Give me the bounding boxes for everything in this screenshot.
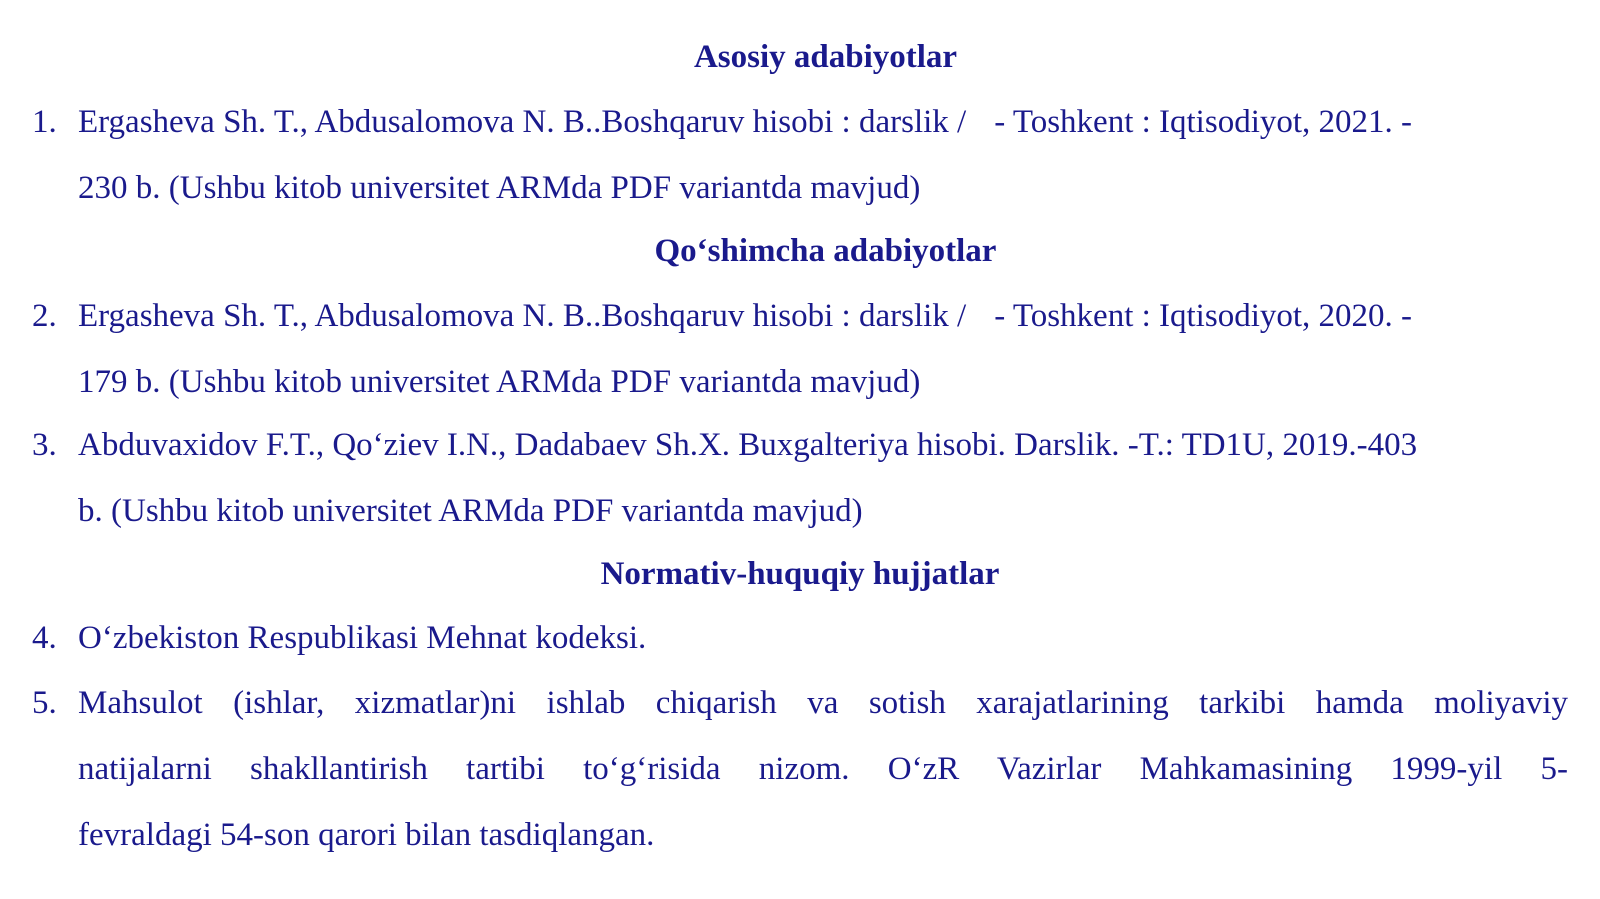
item-text [78,89,1568,221]
item-line: natijalarni shakllantirish tartibi to‘g‘risida nizom. O‘zR Vazirlar Mahkamasining 1999-yil 5- [78,751,1568,787]
item-line: O‘zbekiston Respublikasi Mehnat kodeksi. [78,620,647,656]
item-line: b. (Ushbu kitob universitet ARMda PDF variantda mavjud) [78,493,863,529]
item-number: 3. [32,427,57,463]
item-number: 4. [32,620,57,656]
item-number: 5. [32,685,57,721]
reference-item-1 [0,89,1568,221]
reference-item-2 [0,283,1568,415]
item-text-part: Ergasheva Sh. T., Abdusalomova N. B..Boshqaruv hisobi : darslik / [78,104,967,140]
item-text-part: - Toshkent : Iqtisodiyot, 2020. - [994,298,1413,334]
item-line: Mahsulot (ishlar, xizmatlar)ni ishlab chiqarish va sotish xarajatlarining tarkibi hamda moliyaviy [78,685,1568,721]
item-line [78,89,1568,155]
item-number: 2. [32,298,57,334]
item-text [78,605,1568,671]
item-text [78,670,1568,868]
item-line [78,283,1568,349]
heading-normative-documents: Normativ-huquqiy hujjatlar [600,556,1000,592]
reference-item-5 [0,670,1568,868]
item-text [78,412,1568,544]
reference-item-4 [0,605,1568,671]
item-line: 179 b. (Ushbu kitob universitet ARMda PDF variantda mavjud) [78,364,921,400]
item-line: Abduvaxidov F.T., Qo‘ziev I.N., Dadabaev Sh.X. Buxgalteriya hisobi. Darslik. -T.: TD1U, 2019.-403 [78,427,1418,463]
reference-item-3 [0,412,1568,544]
item-text-part: - Toshkent : Iqtisodiyot, 2021. - [994,104,1413,140]
heading-main-literature: Asosiy adabiyotlar [693,39,958,75]
item-line: fevraldagi 54-son qarori bilan tasdiqlangan. [78,817,655,853]
heading-additional-literature: Qo‘shimcha adabiyotlar [654,233,997,269]
item-text [78,283,1568,415]
item-text-part: Ergasheva Sh. T., Abdusalomova N. B..Boshqaruv hisobi : darslik / [78,298,967,334]
item-line: 230 b. (Ushbu kitob universitet ARMda PDF variantda mavjud) [78,170,921,206]
item-number: 1. [32,104,57,140]
